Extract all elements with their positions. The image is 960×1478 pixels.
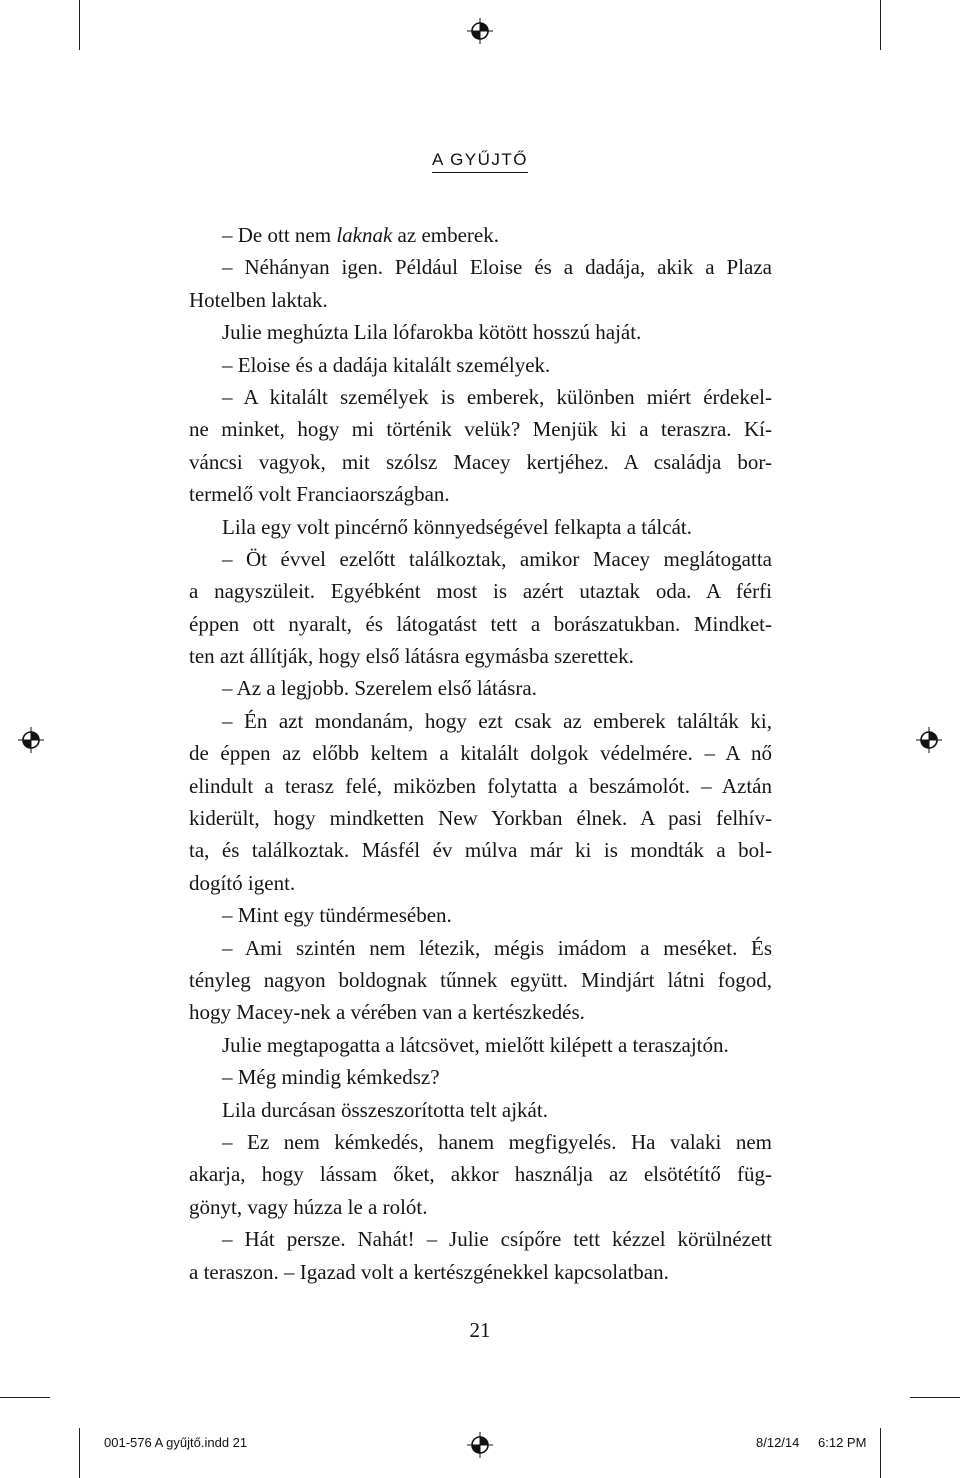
slug-date: 8/12/14 <box>756 1435 800 1450</box>
text-line: ta, és találkoztak. Másfél év múlva már ki is mondták a bol- <box>189 838 772 863</box>
text-line: a nagyszüleit. Egyébként most is azért utaztak oda. A férfi <box>189 579 772 604</box>
text-line: a teraszon. – Igazad volt a kertészgénekkel kapcsolatban. <box>189 1259 669 1284</box>
text-line: akarja, hogy lássam őket, akkor használja az elsötétítő füg- <box>189 1162 772 1187</box>
text-line: – De ott nem laknak az emberek. <box>222 223 499 247</box>
crop-mark-top-left <box>79 0 80 50</box>
text-line: – Ez nem kémkedés, hanem megfigyelés. Ha valaki nem <box>222 1129 772 1154</box>
registration-mark-left-icon <box>18 727 44 753</box>
running-title: A GYŰJTŐ <box>432 150 528 173</box>
text-line: – Még mindig kémkedsz? <box>222 1065 440 1090</box>
slug-filename: 001-576 A gyűjtő.indd 21 <box>104 1435 248 1450</box>
text-line: – Öt évvel ezelőtt találkoztak, amikor Macey meglátogatta <box>222 546 772 571</box>
text-line: ten azt állítják, hogy első látásra egymásba szerettek. <box>189 644 634 669</box>
text-line: ne minket, hogy mi történik velük? Menjük ki a teraszra. Kí- <box>189 417 772 442</box>
slug-time: 6:12 PM <box>818 1435 867 1450</box>
crop-mark-bottom-right <box>910 1397 960 1398</box>
text-line: – Mint egy tündérmesében. <box>222 903 452 928</box>
text-line: – Eloise és a dadája kitalált személyek. <box>222 352 551 377</box>
crop-mark-bottom-right-vertical <box>880 1428 881 1478</box>
text-line: – Hát persze. Nahát! – Julie csípőre tett kézzel körülnézett <box>222 1227 772 1252</box>
running-header <box>0 150 960 170</box>
text-line: tényleg nagyon boldognak tűnnek együtt. Mindjárt látni fogod, <box>189 967 772 992</box>
body-text <box>189 219 772 1288</box>
text-line: Hotelben laktak. <box>189 287 328 312</box>
page-number: 21 <box>469 1318 491 1342</box>
text-line: de éppen az előbb keltem a kitalált dolgok védelmére. – A nő <box>189 741 772 766</box>
text-line: – Ami szintén nem létezik, mégis imádom a meséket. És <box>222 935 772 960</box>
text-line: Julie megtapogatta a látcsövet, mielőtt kilépett a teraszajtón. <box>222 1032 729 1057</box>
registration-mark-right-icon <box>916 727 942 753</box>
text-line: kiderült, hogy mindketten New Yorkban élnek. A pasi felhív- <box>189 806 772 831</box>
text-line: Julie meghúzta Lila lófarokba kötött hosszú haját. <box>222 320 642 345</box>
crop-mark-top-right <box>880 0 881 50</box>
text-line: dogító igent. <box>189 870 296 895</box>
registration-mark-bottom-icon <box>467 1432 493 1458</box>
text-line: – Néhányan igen. Például Eloise és a dadája, akik a Plaza <box>222 255 772 280</box>
text-line: éppen ott nyaralt, és látogatást tett a borászatukban. Mindket- <box>189 611 772 636</box>
registration-mark-top-icon <box>467 18 493 44</box>
text-line: – A kitalált személyek is emberek, különben miért érdekel- <box>222 384 772 409</box>
crop-mark-bottom-left <box>0 1397 50 1398</box>
text-line: váncsi vagyok, mit szólsz Macey kertjéhez. A családja bor- <box>189 449 772 474</box>
text-line: termelő volt Franciaországban. <box>189 482 450 507</box>
text-line: hogy Macey-nek a vérében van a kertészkedés. <box>189 1000 585 1025</box>
text-line: – Én azt mondanám, hogy ezt csak az emberek találták ki, <box>222 708 772 733</box>
text-line: Lila durcásan összeszorította telt ajkát. <box>222 1097 548 1122</box>
text-line: elindult a terasz felé, miközben folytatta a beszámolót. – Aztán <box>189 773 772 798</box>
text-line: – Az a legjobb. Szerelem első látásra. <box>222 676 537 701</box>
text-line: Lila egy volt pincérnő könnyedségével felkapta a tálcát. <box>222 514 692 539</box>
crop-mark-bottom-left-vertical <box>79 1428 80 1478</box>
text-line: gönyt, vagy húzza le a rolót. <box>189 1194 428 1219</box>
